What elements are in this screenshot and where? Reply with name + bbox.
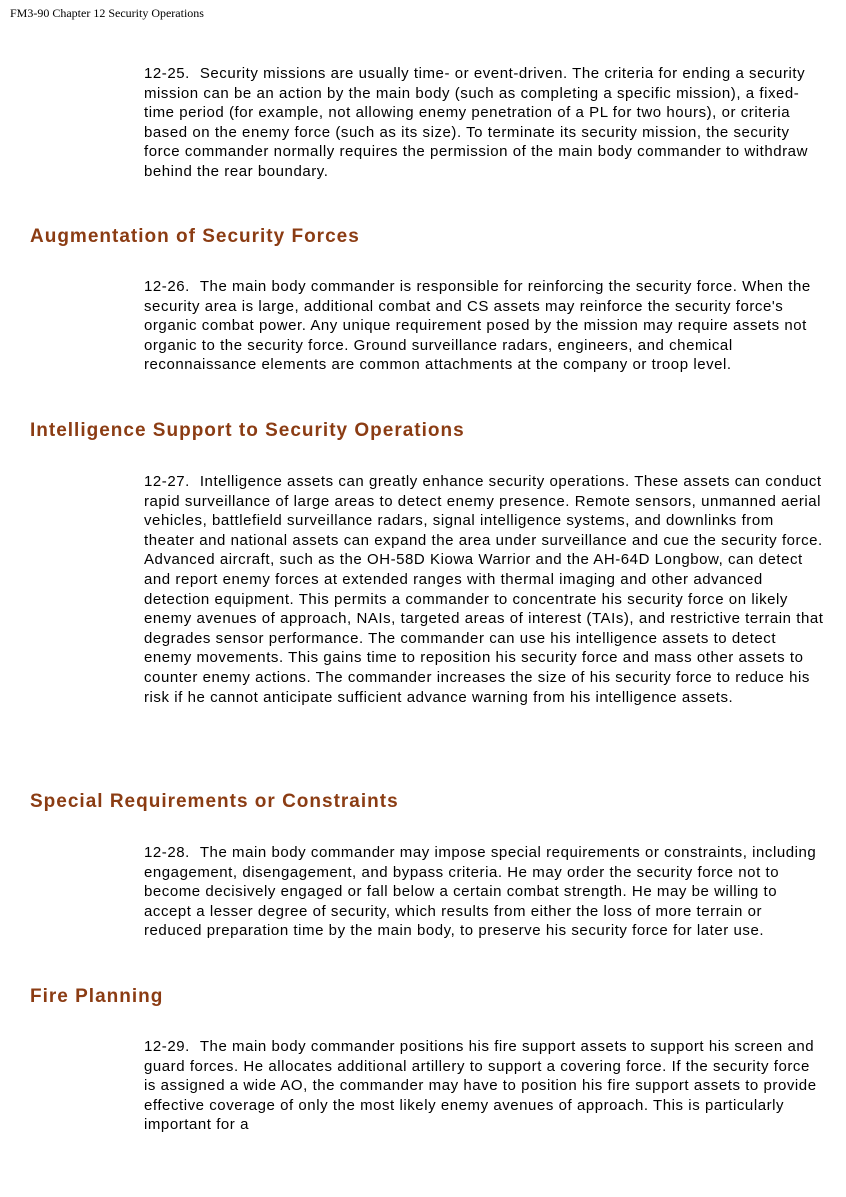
paragraph-text: Intelligence assets can greatly enhance security operations. These assets can conduct rapid surveillance of large areas to detect enemy presence. Remote sensors, unmanned aerial vehicles, battlefield surveillance radars, signal intelligence systems, and downlinks from theater and national assets can expand the area under surveillance and cue the security force. Advanced aircraft, such as the OH-58D Kiowa Warrior and the AH-64D Longbow, can detect and report enemy forces at extended ranges with thermal imaging and other advanced detection equipment. This permits a commander to concentrate his security force on likely enemy avenues of approach, NAIs, targeted areas of interest (TAIs), and restrictive terrain that degrades sensor performance. The commander can use his intelligence assets to detect enemy movements. This gains time to reposition his security force and mass other assets to counter enemy actions. The commander increases the size of his security force to reduce his risk if he cannot anticipate sufficient advance warning from his intelligence assets. [144,473,824,706]
paragraph-number: 12-29. [144,1038,190,1055]
paragraph-text: The main body commander positions his fire support assets to support his screen and guard forces. He allocates additional artillery to support a covering force. If the security force is assigned a wide AO, the commander may have to position his fire support assets to provide effective coverage of only the most likely enemy avenues of approach. This is particularly important for a [144,1038,817,1134]
paragraph-12-25 [144,64,824,182]
paragraph-text: Security missions are usually time- or event-driven. The criteria for ending a security mission can be an action by the main body (such as completing a specific mission), a fixed-time period (for example, not allowing enemy penetration of a PL for two hours), or criteria based on the enemy force (such as its size). To terminate its security mission, the security force commander normally requires the permission of the main body commander to withdraw behind the rear boundary. [144,65,808,180]
running-header: FM3-90 Chapter 12 Security Operations [10,6,204,20]
paragraph-number: 12-28. [144,844,190,861]
paragraph-12-28 [144,843,824,941]
section-heading-special-requirements: Special Requirements or Constraints [30,791,399,812]
section-heading-augmentation: Augmentation of Security Forces [30,226,360,247]
paragraph-12-27 [144,472,824,707]
paragraph-number: 12-26. [144,278,190,295]
paragraph-number: 12-25. [144,65,190,82]
paragraph-12-26 [144,277,824,375]
paragraph-12-29 [144,1037,824,1135]
section-heading-fire-planning: Fire Planning [30,986,164,1007]
paragraph-number: 12-27. [144,473,190,490]
section-heading-intelligence-support: Intelligence Support to Security Operations [30,420,465,441]
paragraph-text: The main body commander is responsible for reinforcing the security force. When the security area is large, additional combat and CS assets may reinforce the security force's organic combat power. Any unique requirement posed by the mission may require assets not organic to the security force. Ground surveillance radars, engineers, and chemical reconnaissance elements are common attachments at the company or troop level. [144,278,811,374]
paragraph-text: The main body commander may impose special requirements or constraints, including engagement, disengagement, and bypass criteria. He may order the security force not to become decisively engaged or fall below a certain combat strength. He may be willing to accept a lesser degree of security, which results from either the loss of more terrain or reduced preparation time by the main body, to preserve his security force for later use. [144,844,817,940]
